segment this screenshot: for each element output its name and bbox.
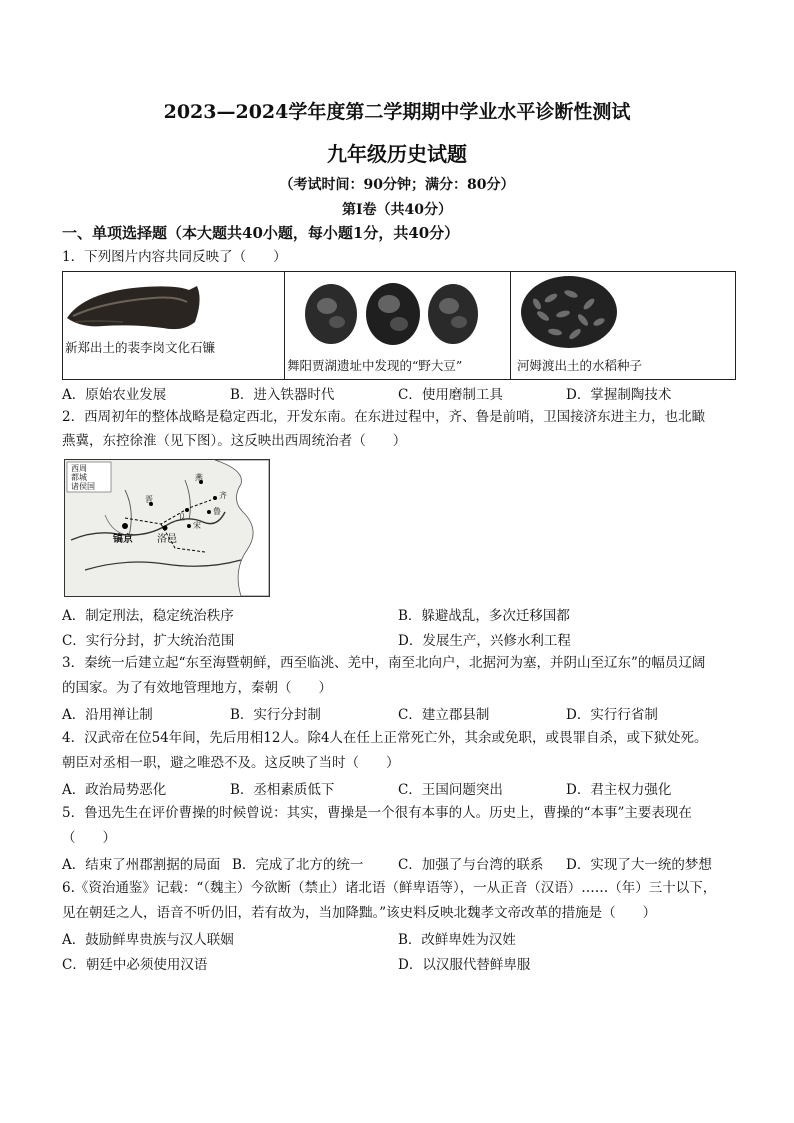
map-legend-2: 都城 [71,473,87,482]
q2-option-c: C．实行分封，扩大统治范围 [62,633,235,649]
q6-option-c: C．朝廷中必须使用汉语 [62,957,208,973]
map-label-lu: 鲁 [213,507,221,516]
question-1-stem: 1．下列图片内容共同反映了（ ） [62,249,287,265]
q4-option-a: A．政治局势恶化 [62,782,167,798]
map-label-song: 宋 [193,521,201,530]
question-4-line-1: 4．汉武帝在位54年间，先后用相12人。除4人在任上正常死亡外，其余或免职，或畏罪自杀，或下狱处死。 [62,730,708,746]
stone-sickle-icon [63,276,285,346]
western-zhou-map [64,459,270,597]
q3-option-a: A．沿用禅让制 [62,707,153,723]
map-label-wei: 卫 [177,513,185,522]
image-cell-3 [511,272,735,379]
q6-option-a: A．鼓励鲜卑贵族与汉人联姻 [62,932,234,948]
exam-info: （考试时间：90分钟；满分：80分） [279,177,515,193]
rice-seeds-icon [511,274,735,354]
exam-title: 2023—2024学年度第二学期期中学业水平诊断性测试 [163,101,631,123]
map-legend-1: 西周 [71,464,87,473]
question-5-line-1: 5．鲁迅先生在评价曹操的时候曾说：其实，曹操是一个很有本事的人。历史上，曹操的“本事”主要表现在 [62,805,692,821]
volume-heading: 第Ⅰ卷（共40分） [341,202,453,218]
image-caption-3: 河姆渡出土的水稻种子 [517,358,643,373]
question-5-line-2: （ ） [62,830,116,846]
q3-option-b: B．实行分封制 [230,707,321,723]
image-caption-1: 新郑出土的裴李岗文化石镰 [65,340,216,355]
map-label-haojing: 镐京 [113,534,133,545]
map-label-luoyi: 洛邑 [157,534,177,545]
question-6-line-2: 见在朝廷之人，语音不听仍旧，若有故为，当加降黜。”该史料反映北魏孝文帝改革的措施是（ ） [62,905,657,921]
q6-option-d: D．以汉服代替鲜卑服 [398,957,531,973]
q4-option-b: B．丞相素质低下 [230,782,335,798]
q5-option-a: A．结束了州郡割据的局面 [62,857,221,873]
q4-option-c: C．王国问题突出 [398,782,503,798]
map-label-yan: 燕 [195,473,203,482]
q2-option-b: B．躲避战乱，多次迁移国都 [398,608,570,624]
map-legend-3: 诸侯国 [71,482,95,491]
map-drawing [65,460,269,596]
wild-soybeans-icon [285,276,511,346]
q4-option-d: D．君主权力强化 [566,782,672,798]
image-caption-2: 舞阳贾湖遗址中发现的“野大豆” [287,358,463,373]
q2-option-d: D．发展生产，兴修水利工程 [398,633,571,649]
subject-title: 九年级历史试题 [327,142,467,166]
question-6-line-1: 6.《资治通鉴》记载：“（魏主）今欲断（禁止）诸北语（鲜卑语等），一从正音（汉语）……（年）三十以下， [62,880,717,896]
map-label-qi: 齐 [219,491,227,500]
image-cell-2 [285,272,511,379]
question-2-line-1: 2．西周初年的整体战略是稳定西北，开发东南。在东进过程中，齐、鲁是前哨，卫国接济东进主力，也北瞰 [62,409,706,425]
section-heading: 一、单项选择题（本大题共40小题，每小题1分，共40分） [62,224,460,242]
q6-option-b: B．改鲜卑姓为汉姓 [398,932,516,948]
question-3-line-2: 的国家。为了有效地管理地方，秦朝（ ） [62,680,332,696]
question-1-image-table [62,271,736,380]
q2-option-a: A．制定刑法，稳定统治秩序 [62,608,234,624]
question-2-line-2: 燕冀，东控徐淮（见下图）。这反映出西周统治者（ ） [62,433,407,449]
q1-option-c: C．使用磨制工具 [398,387,503,403]
q1-option-b: B．进入铁器时代 [230,387,335,403]
q3-option-d: D．实行行省制 [566,707,658,723]
q5-option-d: D．实现了大一统的梦想 [566,857,712,873]
q5-option-b: B．完成了北方的统一 [232,857,364,873]
q1-option-d: D．掌握制陶技术 [566,387,672,403]
question-3-line-1: 3．秦统一后建立起“东至海暨朝鲜，西至临洮、羌中，南至北向户，北据河为塞，并阴山至辽东”的幅员辽阔 [62,655,706,671]
map-label-jin: 晋 [145,495,153,504]
q3-option-c: C．建立郡县制 [398,707,490,723]
image-cell-1 [63,272,285,379]
q1-option-a: A．原始农业发展 [62,387,167,403]
q5-option-c: C．加强了与台湾的联系 [398,857,544,873]
question-4-line-2: 朝臣对丞相一职，避之唯恐不及。这反映了当时（ ） [62,755,400,771]
